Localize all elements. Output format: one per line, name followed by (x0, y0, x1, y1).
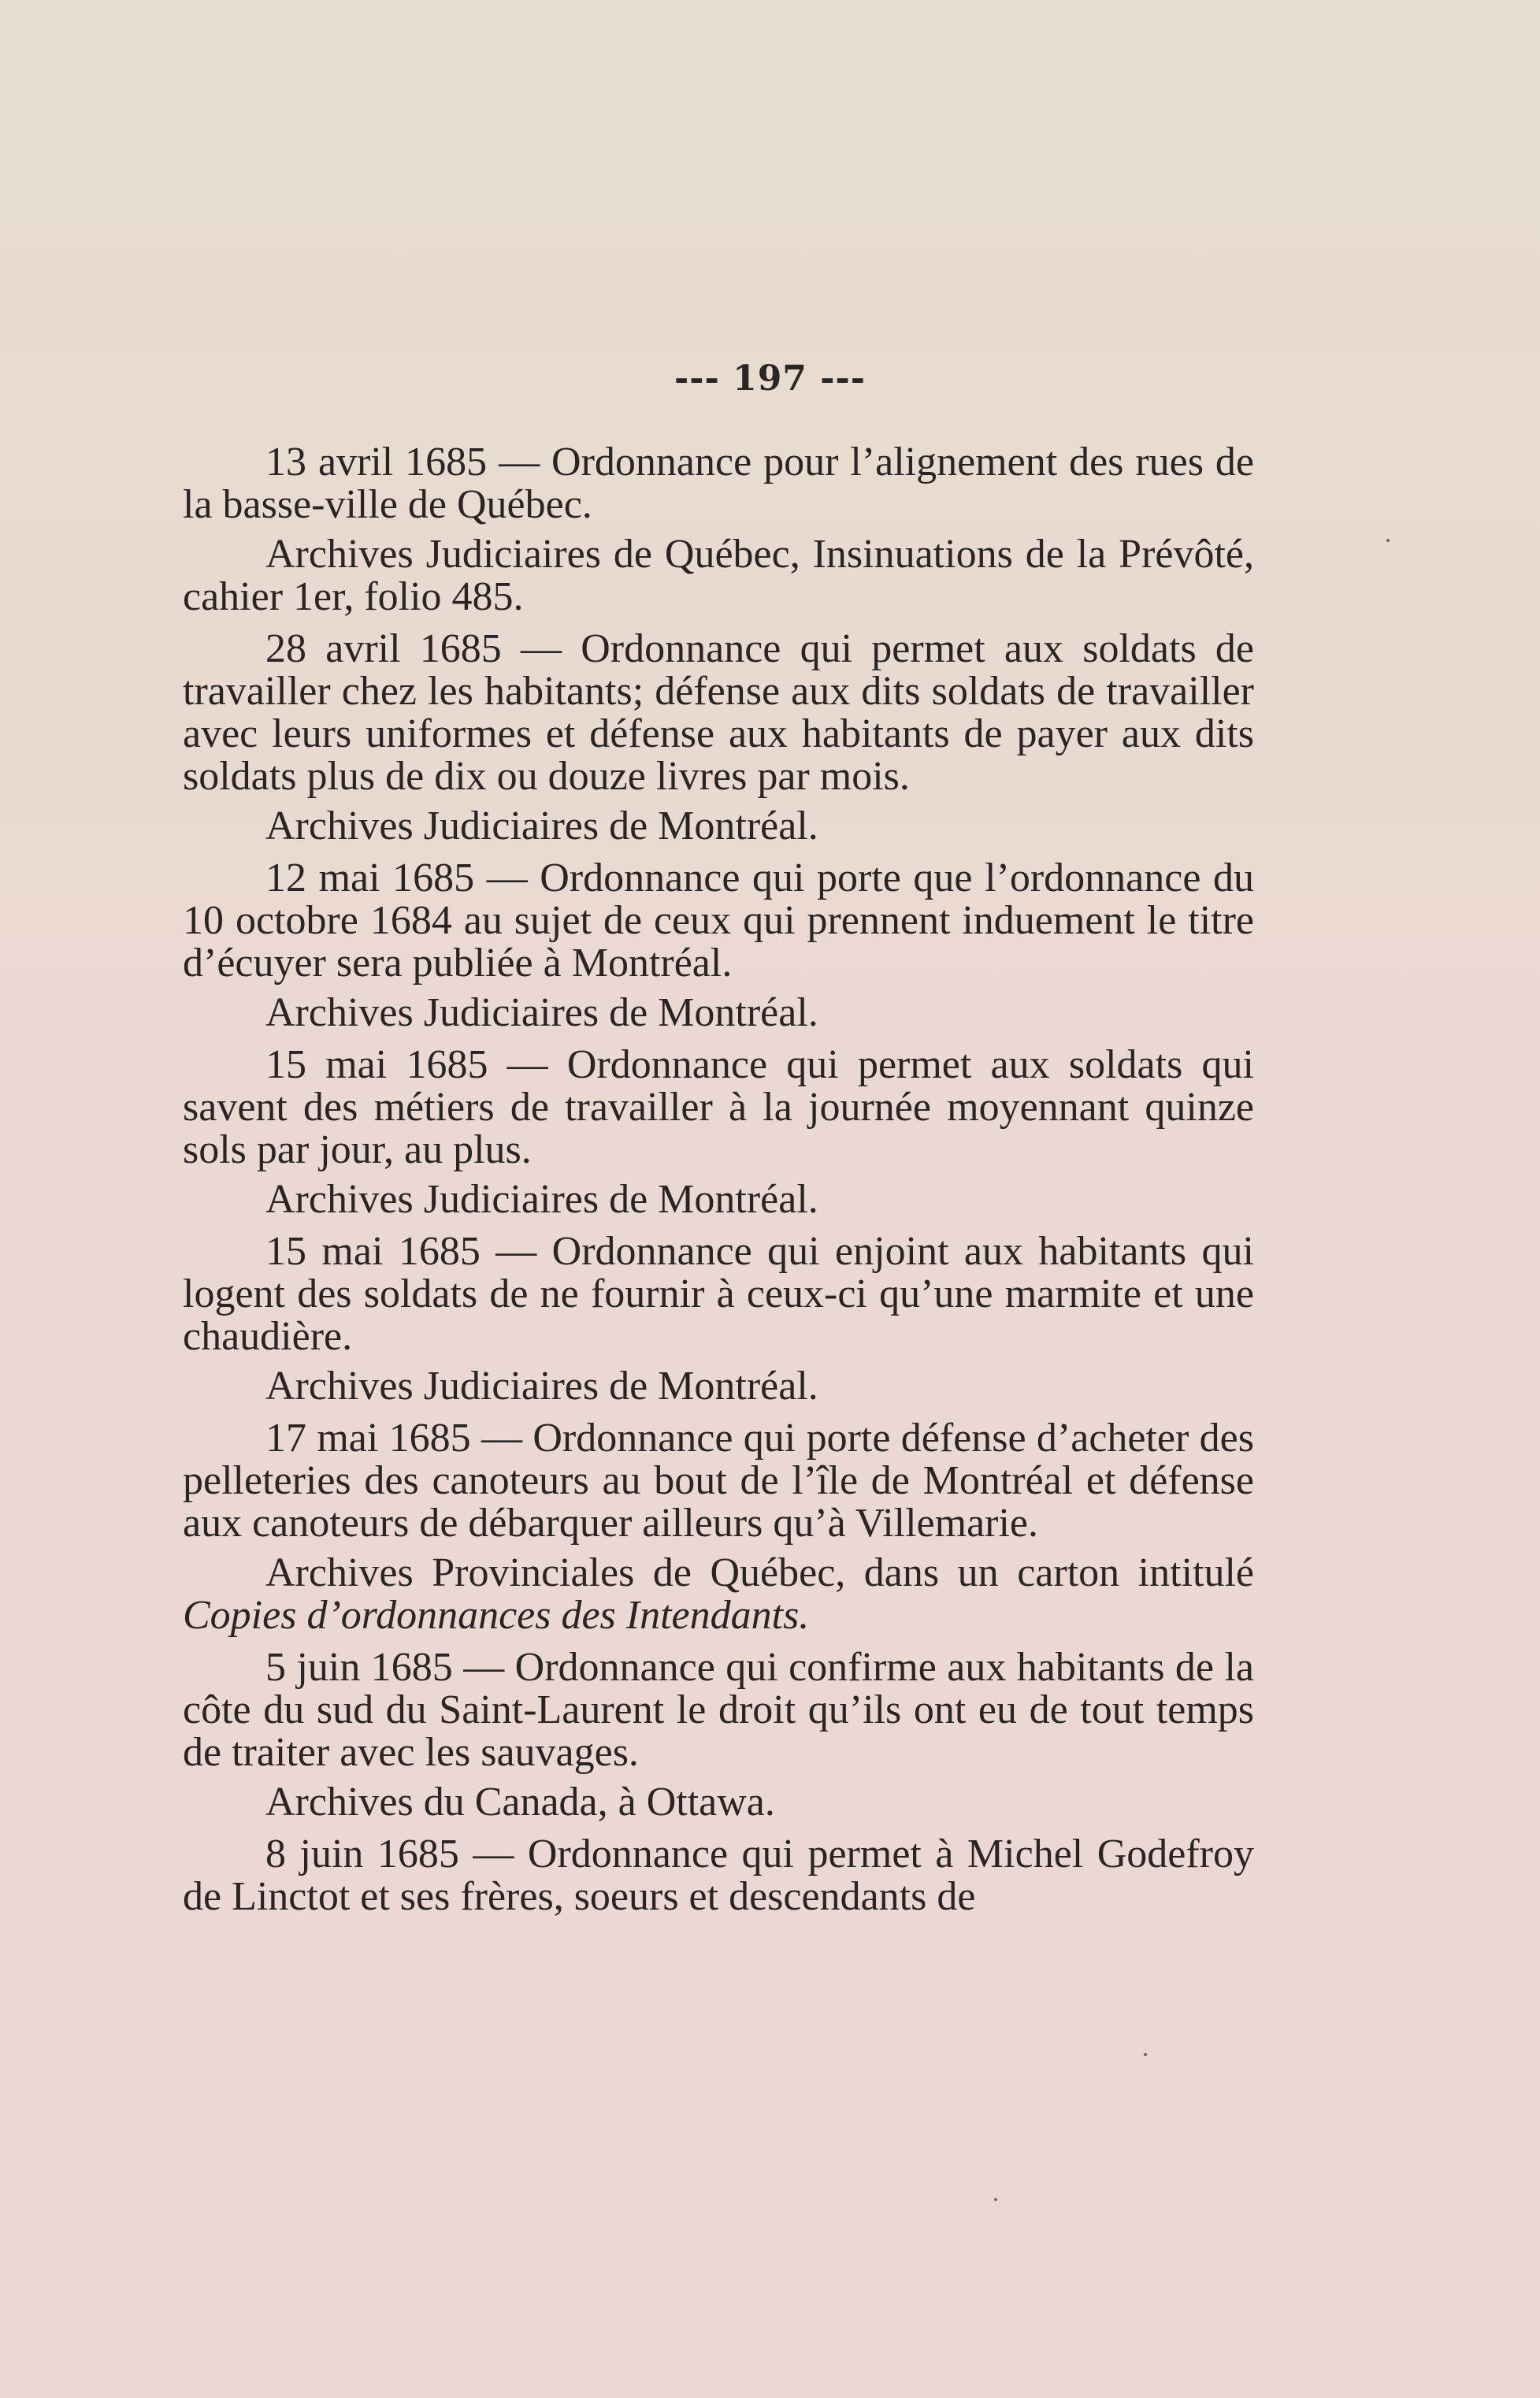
entry-archive-source: Archives Judiciaires de Montréal. (265, 990, 818, 1035)
entry-ordinance: 12 mai 1685 — Ordonnance qui porte que l’ordonnance du 10 octobre 1684 au sujet de ceux qui prennent induement le titre d’écuyer sera publiée à Montréal. (183, 856, 1254, 986)
entry-archive-source: Archives Judiciaires de Montréal. (265, 1364, 818, 1409)
entry-archive-source-carton (183, 1552, 1254, 1637)
entry-ordinance: 15 mai 1685 — Ordonnance qui permet aux soldats qui savent des métiers de travailler à la journée moyennant quinze sols par jour, au plus. (183, 1042, 1254, 1172)
paper-speck (994, 2198, 997, 2201)
entry-archive-source: Archives Judiciaires de Montréal. (265, 804, 818, 848)
entry-ordinance: 15 mai 1685 — Ordonnance qui enjoint aux habitants qui logent des soldats de ne fournir à ceux-ci qu’une marmite et une chaudière. (183, 1229, 1254, 1359)
archive-carton-title: Copies d’ordonnances des Intendants. (183, 1593, 810, 1638)
entry-ordinance: 8 juin 1685 — Ordonnance qui permet à Michel Godefroy de Linctot et ses frères, soeurs et descendants de (183, 1832, 1254, 1919)
entry-archive-source: Archives du Canada, à Ottawa. (265, 1780, 775, 1824)
entry-archive-source: Archives Judiciaires de Québec, Insinuations de la Prévôté, cahier 1er, folio 485. (183, 532, 1254, 619)
entry-ordinance: 17 mai 1685 — Ordonnance qui porte défense d’acheter des pelleteries des canoteurs au bout de l’île de Montréal et défense aux canoteurs de débarquer ailleurs qu’à Villemarie. (183, 1416, 1254, 1546)
paper-speck (1144, 2053, 1147, 2056)
page-number: --- 197 --- (674, 358, 866, 399)
entry-ordinance: 28 avril 1685 — Ordonnance qui permet aux soldats de travailler chez les habitants; défense aux dits soldats de travailler avec leurs uniformes et défense aux habitants de payer aux dits soldats plus de dix ou douze livres par mois. (183, 626, 1254, 799)
archive-carton-prefix: Archives Provinciales de Québec, dans un carton intitulé (265, 1550, 1254, 1595)
entry-archive-source: Archives Judiciaires de Montréal. (265, 1177, 818, 1222)
paper-speck (1386, 539, 1390, 542)
entry-ordinance: 13 avril 1685 — Ordonnance pour l’alignement des rues de la basse-ville de Québec. (183, 440, 1254, 527)
entry-ordinance: 5 juin 1685 — Ordonnance qui confirme aux habitants de la côte du sud du Saint-Laurent le droit qu’ils ont eu de tout temps de traiter avec les sauvages. (183, 1645, 1254, 1775)
ordinance-list (183, 441, 1254, 1925)
